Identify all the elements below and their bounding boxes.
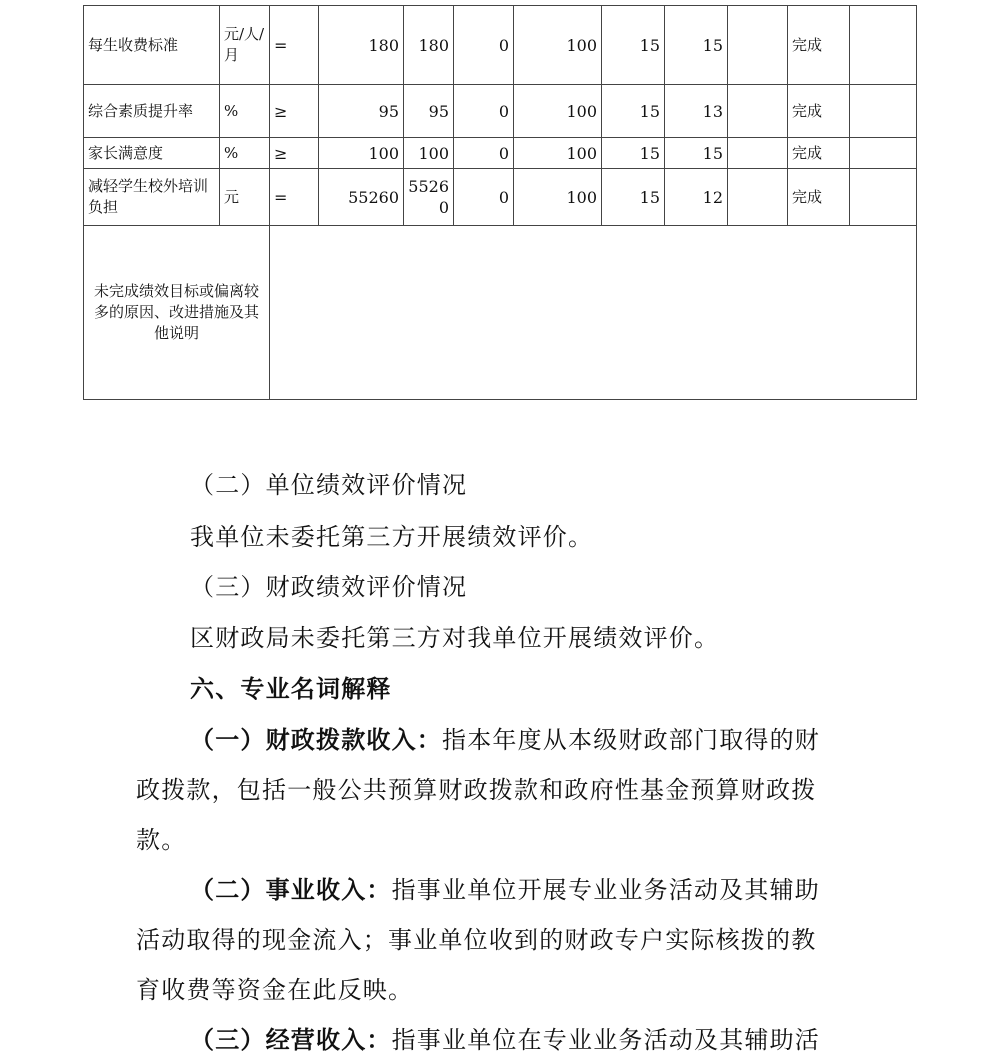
table-cell: 15 xyxy=(602,138,665,169)
glossary-heading: 六、专业名词解释 xyxy=(190,674,392,703)
target-value: 95 xyxy=(319,85,404,138)
term-text: 指事业单位开展专业业务活动及其辅助 xyxy=(391,876,821,904)
status-cell: 完成 xyxy=(788,6,850,85)
fiscal-evaluation-heading: （三）财政绩效评价情况 xyxy=(190,573,468,601)
term3-first-line xyxy=(190,1020,820,1055)
target-value: 55260 xyxy=(319,169,404,226)
score-value: 12 xyxy=(665,169,728,226)
indicator-operator: = xyxy=(270,169,319,226)
indicator-operator: ≥ xyxy=(270,138,319,169)
table-cell: 100 xyxy=(514,169,602,226)
target-value: 180 xyxy=(319,6,404,85)
paragraph-line: 育收费等资金在此反映。 xyxy=(136,976,414,1004)
indicator-unit: 元/人/月 xyxy=(220,6,270,85)
indicator-operator: ≥ xyxy=(270,85,319,138)
unit-evaluation-text: 我单位未委托第三方开展绩效评价。 xyxy=(190,523,594,551)
score-value: 13 xyxy=(665,85,728,138)
table-row xyxy=(84,85,917,138)
indicator-name: 综合素质提升率 xyxy=(84,85,220,138)
table-cell xyxy=(850,138,917,169)
indicator-name: 家长满意度 xyxy=(84,138,220,169)
term-label: （三）经营收入： xyxy=(190,1025,392,1054)
status-cell: 完成 xyxy=(788,169,850,226)
target-value: 100 xyxy=(319,138,404,169)
table-cell xyxy=(728,85,788,138)
table-cell: 0 xyxy=(454,169,514,226)
indicator-unit: 元 xyxy=(220,169,270,226)
table-cell xyxy=(850,169,917,226)
actual-value: 100 xyxy=(404,138,454,169)
table-cell: 0 xyxy=(454,85,514,138)
table-cell xyxy=(728,138,788,169)
table-cell: 100 xyxy=(514,6,602,85)
term2-first-line xyxy=(190,870,820,905)
score-value: 15 xyxy=(665,6,728,85)
fiscal-evaluation-text: 区财政局未委托第三方对我单位开展绩效评价。 xyxy=(190,624,720,652)
table-cell: 100 xyxy=(514,138,602,169)
actual-value: 55260 xyxy=(404,169,454,226)
unit-evaluation-heading: （二）单位绩效评价情况 xyxy=(190,471,468,499)
score-value: 15 xyxy=(665,138,728,169)
table-cell: 15 xyxy=(602,169,665,226)
notes-label: 未完成绩效目标或偏离较多的原因、改进措施及其他说明 xyxy=(84,226,270,400)
term-text: 指本年度从本级财政部门取得的财 xyxy=(442,726,820,754)
indicator-unit: % xyxy=(220,85,270,138)
paragraph-line: 政拨款，包括一般公共预算财政拨款和政府性基金预算财政拨 xyxy=(136,776,817,804)
term1-first-line xyxy=(190,720,820,755)
table-cell xyxy=(850,85,917,138)
indicator-name: 减轻学生校外培训负担 xyxy=(84,169,220,226)
status-cell: 完成 xyxy=(788,138,850,169)
table-cell xyxy=(728,6,788,85)
term-label: （一）财政拨款收入： xyxy=(190,725,442,754)
table-row xyxy=(84,138,917,169)
table-row xyxy=(84,169,917,226)
table-cell xyxy=(850,6,917,85)
notes-row xyxy=(84,226,917,400)
indicator-operator: = xyxy=(270,6,319,85)
table-cell: 0 xyxy=(454,6,514,85)
table-cell xyxy=(728,169,788,226)
performance-indicator-table xyxy=(83,5,917,400)
term-label: （二）事业收入： xyxy=(190,875,392,904)
table-cell: 100 xyxy=(514,85,602,138)
table-cell: 0 xyxy=(454,138,514,169)
table-row xyxy=(84,6,917,85)
term-text: 指事业单位在专业业务活动及其辅助活 xyxy=(391,1026,821,1054)
table-cell: 15 xyxy=(602,6,665,85)
notes-value xyxy=(270,226,917,400)
table-cell: 15 xyxy=(602,85,665,138)
indicator-unit: % xyxy=(220,138,270,169)
indicator-name: 每生收费标准 xyxy=(84,6,220,85)
paragraph-line: 活动取得的现金流入；事业单位收到的财政专户实际核拨的教 xyxy=(136,926,817,954)
actual-value: 95 xyxy=(404,85,454,138)
actual-value: 180 xyxy=(404,6,454,85)
status-cell: 完成 xyxy=(788,85,850,138)
paragraph-line: 款。 xyxy=(136,826,187,854)
